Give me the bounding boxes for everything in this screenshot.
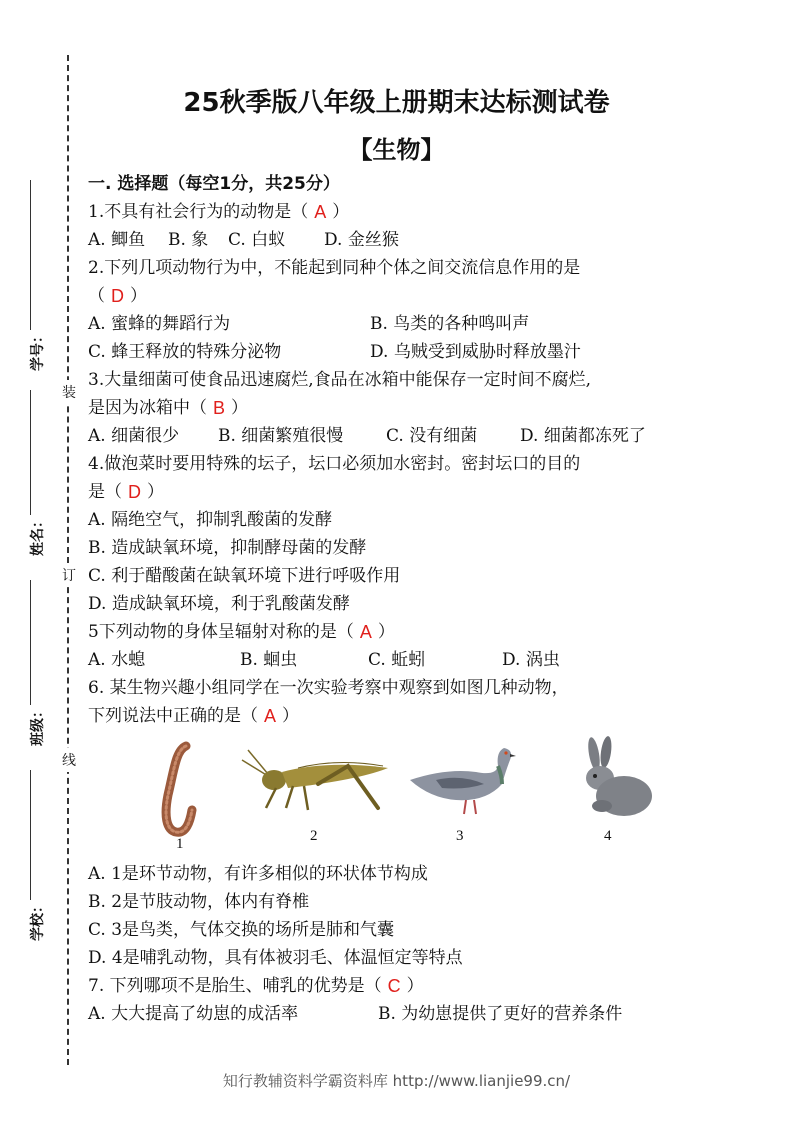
q2-answer-line: [88, 282, 728, 310]
q6-answer: A: [264, 706, 277, 726]
q1-answer: A: [314, 202, 327, 222]
footer-source: 知行教辅资料学霸资料库 http://www.lianjie99.cn/: [222, 1072, 571, 1090]
q7-options: [88, 1000, 728, 1028]
q5-option-b[interactable]: B. 蛔虫: [240, 650, 298, 670]
q2-option-b[interactable]: B. 鸟类的各种鸣叫声: [370, 314, 530, 334]
class-line[interactable]: [30, 580, 31, 705]
name-field[interactable]: [8, 390, 48, 580]
q6-option-d-line: [88, 944, 728, 972]
q1-stem: 1.不具有社会行为的动物是（: [88, 202, 309, 222]
q7-option-b[interactable]: B. 为幼崽提供了更好的营养条件: [378, 1004, 623, 1024]
q2-option-a[interactable]: A. 蜜蜂的舞蹈行为: [88, 314, 231, 334]
q2-close: ）: [130, 286, 147, 306]
q3-close: ）: [231, 398, 249, 418]
earthworm-image: [146, 740, 206, 840]
q4-stem-2: 是（: [88, 482, 122, 502]
rabbit-image: [566, 736, 656, 826]
question-1: [88, 198, 728, 226]
student-id-label: 学号：: [30, 329, 46, 371]
q5-options: [88, 646, 728, 674]
q3-stem: 3.大量细菌可使食品迅速腐烂,食品在冰箱中能保存一定时间不腐烂,: [88, 370, 592, 390]
q4-option-a[interactable]: A. 隔绝空气，抑制乳酸菌的发酵: [88, 510, 333, 530]
q5-close: ）: [377, 622, 395, 642]
school-field[interactable]: [8, 770, 48, 970]
grasshopper-image: [238, 746, 398, 826]
q6-stem-2: 下列说法中正确的是（: [88, 706, 258, 726]
page-title: 25秋季版八年级上册期末达标测试卷: [183, 88, 610, 118]
student-id-field[interactable]: [8, 180, 48, 390]
q4-option-d[interactable]: D. 造成缺氧环境，利于乳酸菌发酵: [88, 594, 350, 614]
q2-answer: D: [111, 286, 124, 306]
binding-char-zhuang: 装: [62, 380, 76, 404]
q7-option-a[interactable]: A. 大大提高了幼崽的成活率: [88, 1004, 299, 1024]
q6-answer-line: [88, 702, 728, 730]
q2-options-row1: [88, 310, 728, 338]
question-4: [88, 450, 728, 478]
binding-dashed-line: [67, 55, 69, 1065]
q4-answer-line: [88, 478, 728, 506]
q6-option-a[interactable]: A. 1是环节动物，有许多相似的环状体节构成: [88, 864, 428, 884]
question-5: [88, 618, 728, 646]
q1-close: ）: [332, 202, 350, 222]
q3-stem-2: 是因为冰箱中（: [88, 398, 207, 418]
school-line[interactable]: [30, 770, 31, 900]
school-label: 学校：: [30, 899, 46, 941]
animal-figure: [88, 736, 728, 856]
q1-option-a[interactable]: A. 鲫鱼: [88, 230, 146, 250]
q4-option-b-line: [88, 534, 728, 562]
q3-option-a[interactable]: A. 细菌很少: [88, 426, 180, 446]
question-2: [88, 254, 728, 282]
q5-answer: A: [359, 622, 372, 642]
q3-option-b[interactable]: B. 细菌繁殖很慢: [218, 426, 344, 446]
name-label: 姓名：: [30, 514, 46, 556]
q3-options: [88, 422, 728, 450]
binding-char-xian: 线: [62, 748, 76, 772]
q4-close: ）: [147, 482, 164, 502]
class-field[interactable]: [8, 580, 48, 770]
q4-option-a-line: [88, 506, 728, 534]
page-subtitle: 【生物】: [348, 136, 445, 164]
q2-option-c[interactable]: C. 蜂王释放的特殊分泌物: [88, 342, 282, 362]
figure-label-1: 1: [176, 836, 184, 852]
q6-option-b[interactable]: B. 2是节肢动物，体内有脊椎: [88, 892, 310, 912]
q3-option-c[interactable]: C. 没有细菌: [386, 426, 478, 446]
question-6: [88, 674, 728, 702]
q6-stem: 6. 某生物兴趣小组同学在一次实验考察中观察到如图几种动物，: [88, 678, 569, 698]
q5-option-a[interactable]: A. 水螅: [88, 650, 146, 670]
q7-stem: 7. 下列哪项不是胎生、哺乳的优势是（: [88, 976, 382, 996]
q6-option-c[interactable]: C. 3是鸟类，气体交换的场所是肺和气囊: [88, 920, 395, 940]
exam-content: [88, 170, 728, 1028]
student-id-line[interactable]: [30, 180, 31, 330]
question-3: [88, 366, 728, 394]
q1-options: [88, 226, 728, 254]
q4-option-b[interactable]: B. 造成缺氧环境，抑制酵母菌的发酵: [88, 538, 367, 558]
q6-option-c-line: [88, 916, 728, 944]
q3-answer-line: [88, 394, 728, 422]
q4-option-c[interactable]: C. 利于醋酸菌在缺氧环境下进行呼吸作用: [88, 566, 401, 586]
q6-option-d[interactable]: D. 4是哺乳动物，具有体被羽毛、体温恒定等特点: [88, 948, 463, 968]
q7-close: ）: [406, 976, 424, 996]
binding-char-ding: 订: [62, 563, 76, 587]
q5-option-c[interactable]: C. 蚯蚓: [368, 650, 426, 670]
q2-options-row2: [88, 338, 728, 366]
pigeon-image: [406, 740, 516, 820]
q5-stem: 5下列动物的身体呈辐射对称的是（: [88, 622, 354, 642]
q4-answer: D: [128, 482, 141, 502]
q2-option-d[interactable]: D. 乌贼受到威胁时释放墨汁: [370, 342, 581, 362]
q5-option-d[interactable]: D. 涡虫: [502, 650, 560, 670]
section-heading: 一. 选择题（每空1分，共25分）: [88, 174, 340, 194]
q4-option-d-line: [88, 590, 728, 618]
q6-option-a-line: [88, 860, 728, 888]
question-7: [88, 972, 728, 1000]
figure-label-3: 3: [456, 828, 464, 844]
name-line[interactable]: [30, 390, 31, 515]
q6-option-b-line: [88, 888, 728, 916]
q2-stem: 2.下列几项动物行为中，不能起到同种个体之间交流信息作用的是: [88, 258, 581, 278]
q7-answer: C: [387, 976, 401, 996]
q1-option-d[interactable]: D. 金丝猴: [324, 230, 399, 250]
q6-close: ）: [282, 706, 300, 726]
figure-label-4: 4: [604, 828, 612, 844]
q4-option-c-line: [88, 562, 728, 590]
q1-option-c[interactable]: C. 白蚁: [228, 230, 286, 250]
q2-open: （: [88, 286, 105, 306]
q4-stem: 4.做泡菜时要用特殊的坛子，坛口必须加水密封。密封坛口的目的: [88, 454, 581, 474]
figure-label-2: 2: [310, 828, 318, 844]
q3-answer: B: [213, 398, 226, 418]
q1-option-b[interactable]: B. 象: [168, 230, 209, 250]
class-label: 班级：: [30, 704, 46, 746]
q3-option-d[interactable]: D. 细菌都冻死了: [520, 426, 646, 446]
